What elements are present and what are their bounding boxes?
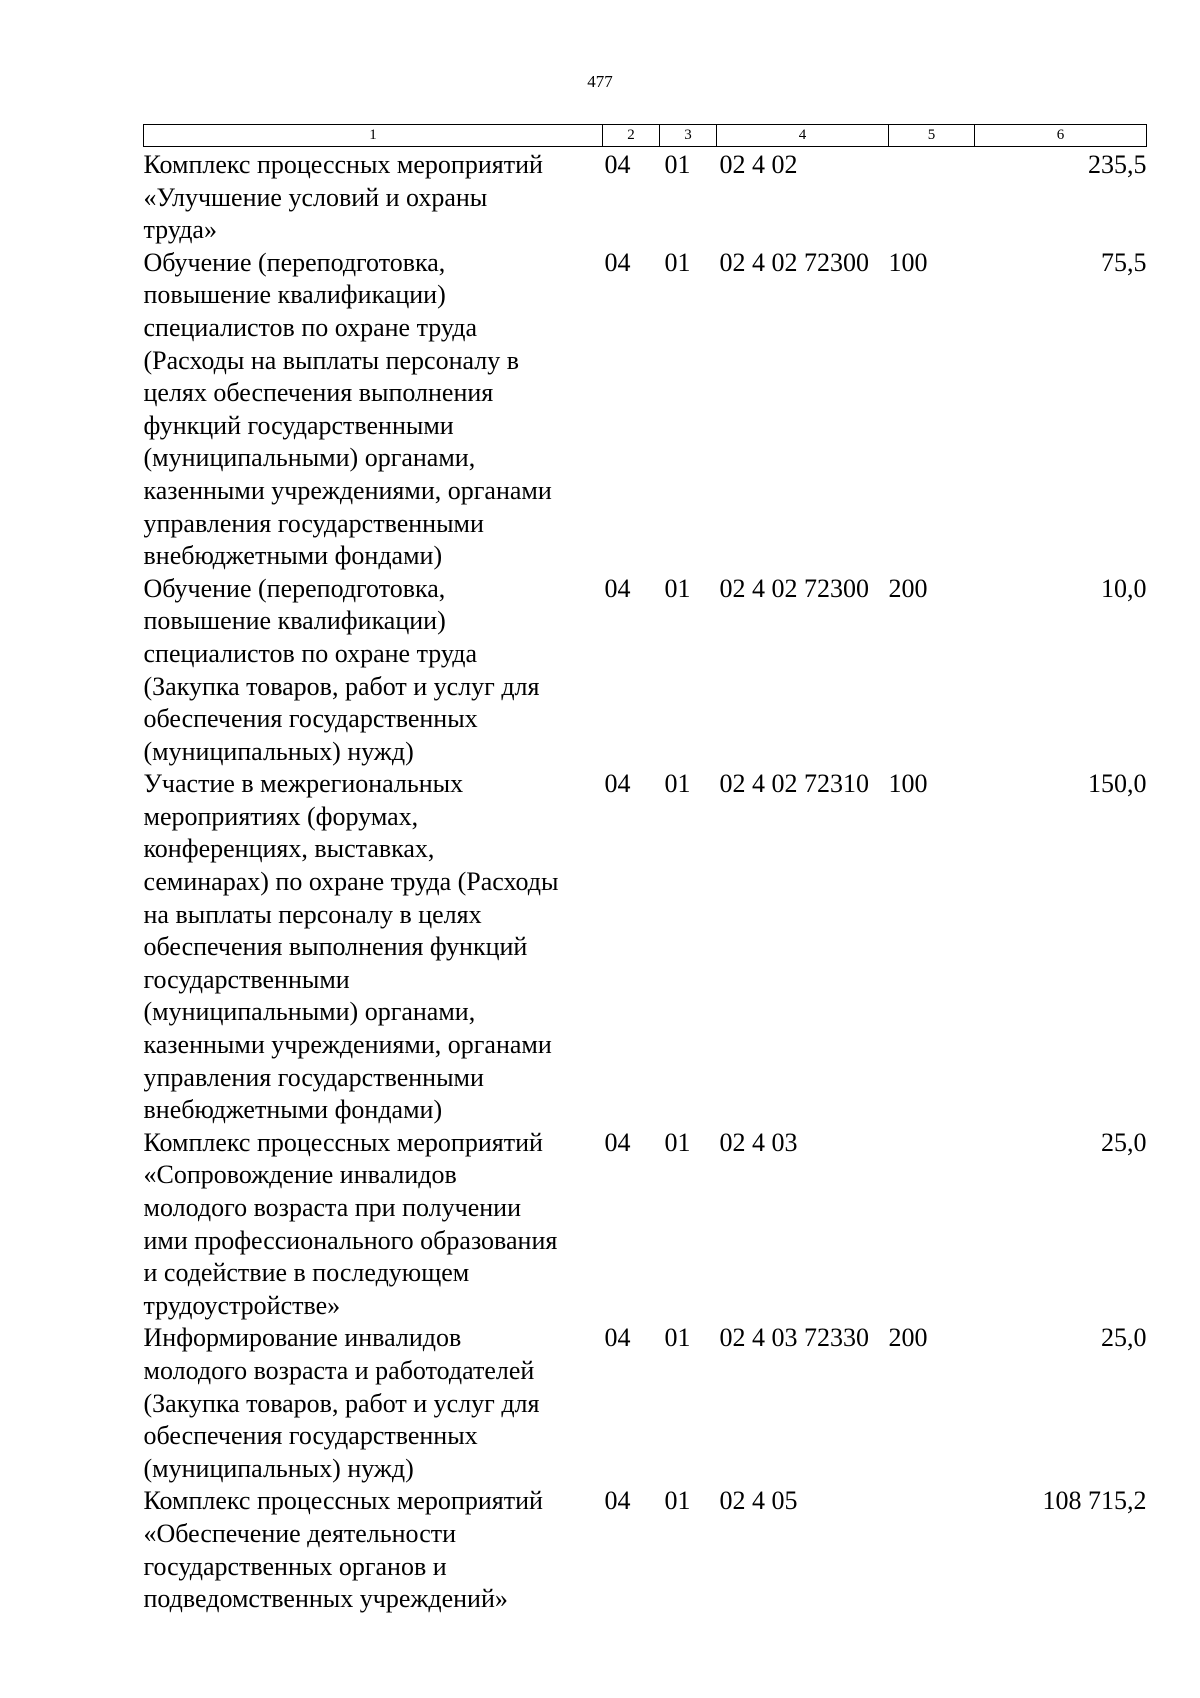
row-target-code: 02 4 05 bbox=[719, 1486, 798, 1516]
budget-table bbox=[143, 124, 1147, 1616]
header-row bbox=[144, 125, 1147, 147]
row-subsection: 01 bbox=[664, 573, 691, 603]
table-row bbox=[144, 768, 1147, 1127]
row-name: Комплекс процессных мероприятий «Обеспечение деятельности государственных органов и подведомственных учреждений» bbox=[143, 1486, 543, 1614]
row-target-code: 02 4 02 72300 bbox=[719, 573, 869, 603]
row-subsection: 01 bbox=[664, 1486, 691, 1516]
column-header-6: 6 bbox=[975, 125, 1147, 147]
row-section: 04 bbox=[604, 247, 631, 277]
row-amount: 150,0 bbox=[1088, 769, 1147, 799]
column-header-4: 4 bbox=[717, 125, 889, 147]
row-expense-type: 200 bbox=[888, 573, 928, 603]
row-target-code: 02 4 03 bbox=[719, 1127, 798, 1157]
table-row bbox=[144, 147, 1147, 247]
row-subsection: 01 bbox=[664, 1127, 691, 1157]
row-expense-type bbox=[889, 1127, 975, 1323]
row-section: 04 bbox=[604, 1127, 631, 1157]
row-name: Комплекс процессных мероприятий «Улучшение условий и охраны труда» bbox=[143, 150, 543, 245]
row-expense-type: 100 bbox=[888, 247, 928, 277]
row-section: 04 bbox=[604, 769, 631, 799]
row-expense-type: 100 bbox=[888, 769, 928, 799]
row-name: Обучение (переподготовка, повышение квалификации) специалистов по охране труда (Закупка товаров, работ и услуг для обеспечения государственных (муниципальных) нужд) bbox=[143, 573, 540, 766]
row-subsection: 01 bbox=[664, 247, 691, 277]
row-amount: 25,0 bbox=[1101, 1323, 1147, 1353]
row-subsection: 01 bbox=[664, 150, 691, 179]
table-body bbox=[144, 147, 1147, 1616]
row-target-code: 02 4 03 72330 bbox=[719, 1323, 869, 1353]
row-expense-type: 200 bbox=[888, 1323, 928, 1353]
table-row bbox=[144, 1485, 1147, 1615]
row-amount: 25,0 bbox=[1101, 1127, 1147, 1157]
row-target-code: 02 4 02 72300 bbox=[719, 247, 869, 277]
row-amount: 235,5 bbox=[1088, 150, 1147, 179]
row-name: Обучение (переподготовка, повышение квалификации) специалистов по охране труда (Расходы на выплаты персоналу в целях обеспечения выполнения функций государственными (муниципальными) органами, казенными учреждениями, органами управления государственными внебюджетными фондами) bbox=[143, 247, 552, 571]
row-name: Информирование инвалидов молодого возраста и работодателей (Закупка товаров, работ и услуг для обеспечения государственных (муниципальных) нужд) bbox=[143, 1323, 540, 1483]
column-header-3: 3 bbox=[660, 125, 717, 147]
row-section: 04 bbox=[604, 1323, 631, 1353]
row-amount: 108 715,2 bbox=[1042, 1486, 1147, 1516]
column-header-2: 2 bbox=[603, 125, 660, 147]
row-section: 04 bbox=[604, 573, 631, 603]
row-subsection: 01 bbox=[664, 1323, 691, 1353]
page-number: 477 bbox=[587, 72, 613, 91]
row-target-code: 02 4 02 72310 bbox=[719, 769, 869, 799]
row-expense-type bbox=[889, 147, 975, 247]
row-name: Комплекс процессных мероприятий «Сопровождение инвалидов молодого возраста при получении ими профессионального образования и содействие в последующем трудоустройстве» bbox=[143, 1127, 558, 1320]
table-header bbox=[144, 125, 1147, 147]
table-row bbox=[144, 247, 1147, 573]
row-section: 04 bbox=[604, 150, 631, 179]
row-expense-type bbox=[889, 1485, 975, 1615]
column-header-5: 5 bbox=[889, 125, 975, 147]
row-amount: 10,0 bbox=[1101, 573, 1147, 603]
table-row bbox=[144, 1322, 1147, 1485]
row-name: Участие в межрегиональных мероприятиях (форумах, конференциях, выставках, семинарах) по охране труда (Расходы на выплаты персоналу в целях обеспечения выполнения функций государственными (муниципальными) органами, казенными учреждениями, органами управления государственными внебюджетными фондами) bbox=[143, 769, 559, 1125]
row-target-code: 02 4 02 bbox=[719, 150, 798, 179]
row-section: 04 bbox=[604, 1486, 631, 1516]
table-row bbox=[144, 1127, 1147, 1323]
row-amount: 75,5 bbox=[1101, 247, 1147, 277]
table-row bbox=[144, 573, 1147, 769]
row-subsection: 01 bbox=[664, 769, 691, 799]
column-header-1: 1 bbox=[144, 125, 603, 147]
